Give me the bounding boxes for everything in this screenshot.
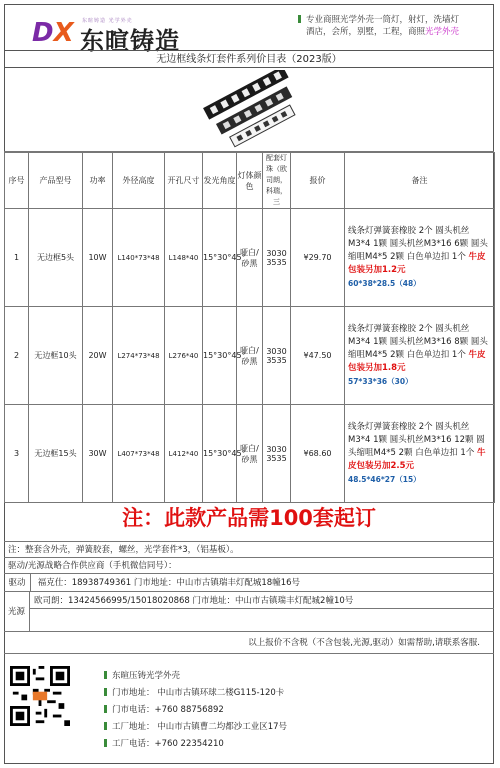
cell-angle: 15°30°45° [203, 405, 237, 503]
cell-power: 30W [83, 405, 113, 503]
cell-model: 无边框10头 [29, 307, 83, 405]
cell-cutout: L412*40 [165, 405, 203, 503]
partner-heading: 驱动/光源战略合作供应商（手机微信同号）： [4, 558, 494, 574]
light-label: 光源 [4, 592, 30, 632]
product-image [200, 70, 310, 150]
cell-led: 3030 3535 [263, 405, 291, 503]
footer-shop-tel: 门市电话：+760 88756892 [112, 705, 224, 715]
table-row [5, 209, 495, 307]
footer-accent-bar [104, 688, 107, 696]
cell-no: 3 [5, 405, 29, 503]
col-header: 灯体颜色 [237, 153, 263, 209]
table-row [5, 307, 495, 405]
brand-subtitle: 东暄铸造 光学外壳 [82, 18, 133, 24]
col-header: 功率 [83, 153, 113, 209]
footer-factory-tel: 工厂电话：+760 22354210 [112, 739, 224, 749]
cell-size: L407*73*48 [113, 405, 165, 503]
light-source-row [4, 592, 494, 632]
cell-angle: 15°30°45° [203, 209, 237, 307]
col-header: 产品型号 [29, 153, 83, 209]
header-accent-bar [298, 15, 301, 23]
footer-accent-bar [104, 671, 107, 679]
col-header: 开孔尺寸 [165, 153, 203, 209]
footer-shop-address: 门市地址： 中山市古镇环球二楼G115-120卡 [112, 688, 285, 698]
cell-color: 哑白/砂黑 [237, 209, 263, 307]
cell-power: 10W [83, 209, 113, 307]
cell-model: 无边框5头 [29, 209, 83, 307]
cell-cutout: L276*40 [165, 307, 203, 405]
cell-led: 3030 3535 [263, 209, 291, 307]
cell-price: ¥68.60 [291, 405, 345, 503]
cell-price: ¥29.70 [291, 209, 345, 307]
disclaimer: 以上报价不含税（不含包装,光源,驱动）如需帮助,请联系客服. [4, 632, 494, 654]
qr-code [10, 666, 70, 726]
light-text-underline [30, 608, 494, 609]
col-header: 外径高度 [113, 153, 165, 209]
price-table [4, 152, 495, 503]
driver-label: 驱动 [4, 574, 31, 592]
driver-row [4, 574, 494, 592]
col-header: 备注 [345, 153, 495, 209]
minimum-order-notice: 注：此款产品需100套起订 [4, 494, 494, 542]
footer-accent-bar [104, 722, 107, 730]
col-header: 序号 [5, 153, 29, 209]
footer-company: 东暄压铸光学外壳 [112, 671, 181, 681]
col-header: 报价 [291, 153, 345, 209]
cell-power: 20W [83, 307, 113, 405]
footer-accent-bar [104, 705, 107, 713]
footer-accent-bar [104, 739, 107, 747]
driver-text: 福克仕：18938749361 门市地址：中山市古镇瑞丰灯配城18幢16号 [37, 578, 301, 588]
cell-color: 哑白/砂黑 [237, 405, 263, 503]
cell-price: ¥47.50 [291, 307, 345, 405]
footer-factory-address: 工厂地址： 中山市古镇曹二均都沙工业区17号 [112, 722, 288, 732]
package-note: 注：整套含外壳，弹簧胶套，螺丝，光学套件*3，（铝基板）。 [4, 542, 494, 558]
product-image-row [4, 68, 494, 152]
cell-angle: 15°30°45° [203, 307, 237, 405]
cell-no: 1 [5, 209, 29, 307]
cell-size: L274*73*48 [113, 307, 165, 405]
brand-logo-mark: DX [32, 18, 74, 48]
table-header-row [5, 153, 495, 209]
page-title: 无边框线条灯套件系列价目表（2023版） [4, 50, 494, 68]
col-header: 发光角度 [203, 153, 237, 209]
company-description: 专业商照光学外壳一筒灯，射灯，洗墙灯 酒店，会所，别墅，工程，商照光学外壳 [306, 15, 460, 37]
cell-no: 2 [5, 307, 29, 405]
cell-note: 线条灯弹簧套橡胶 2个 圆头机丝M3*4 1颗 圆头机丝M3*16 6颗 圆头缩咀M4*5 2颗 白色单边扣 1个 牛皮包装另加1.2元 60*38*28.5（48） [345, 209, 495, 307]
light-text: 欧司朗：13424566995/15018020868 门市地址：中山市古镇瑞丰灯配城2幢10号 [34, 596, 354, 606]
cell-color: 哑白/砂黑 [237, 307, 263, 405]
col-header: 配套灯珠（欧司朗，科瑞，三 [263, 153, 291, 209]
cell-note: 线条灯弹簧套橡胶 2个 圆头机丝M3*4 1颗 圆头机丝M3*16 12颗 圆头缩咀M4*5 2颗 白色单边扣 1个 牛皮包装另加2.5元 48.5*46*27（15） [345, 405, 495, 503]
table-row [5, 405, 495, 503]
cell-note: 线条灯弹簧套橡胶 2个 圆头机丝M3*4 1颗 圆头机丝M3*16 8颗 圆头缩咀M4*5 2颗 白色单边扣 1个 牛皮包装另加1.8元 57*33*36（30） [345, 307, 495, 405]
cell-model: 无边框15头 [29, 405, 83, 503]
brand-name: 东暄铸造 [80, 27, 180, 55]
cell-led: 3030 3535 [263, 307, 291, 405]
cell-cutout: L148*40 [165, 209, 203, 307]
cell-size: L140*73*48 [113, 209, 165, 307]
